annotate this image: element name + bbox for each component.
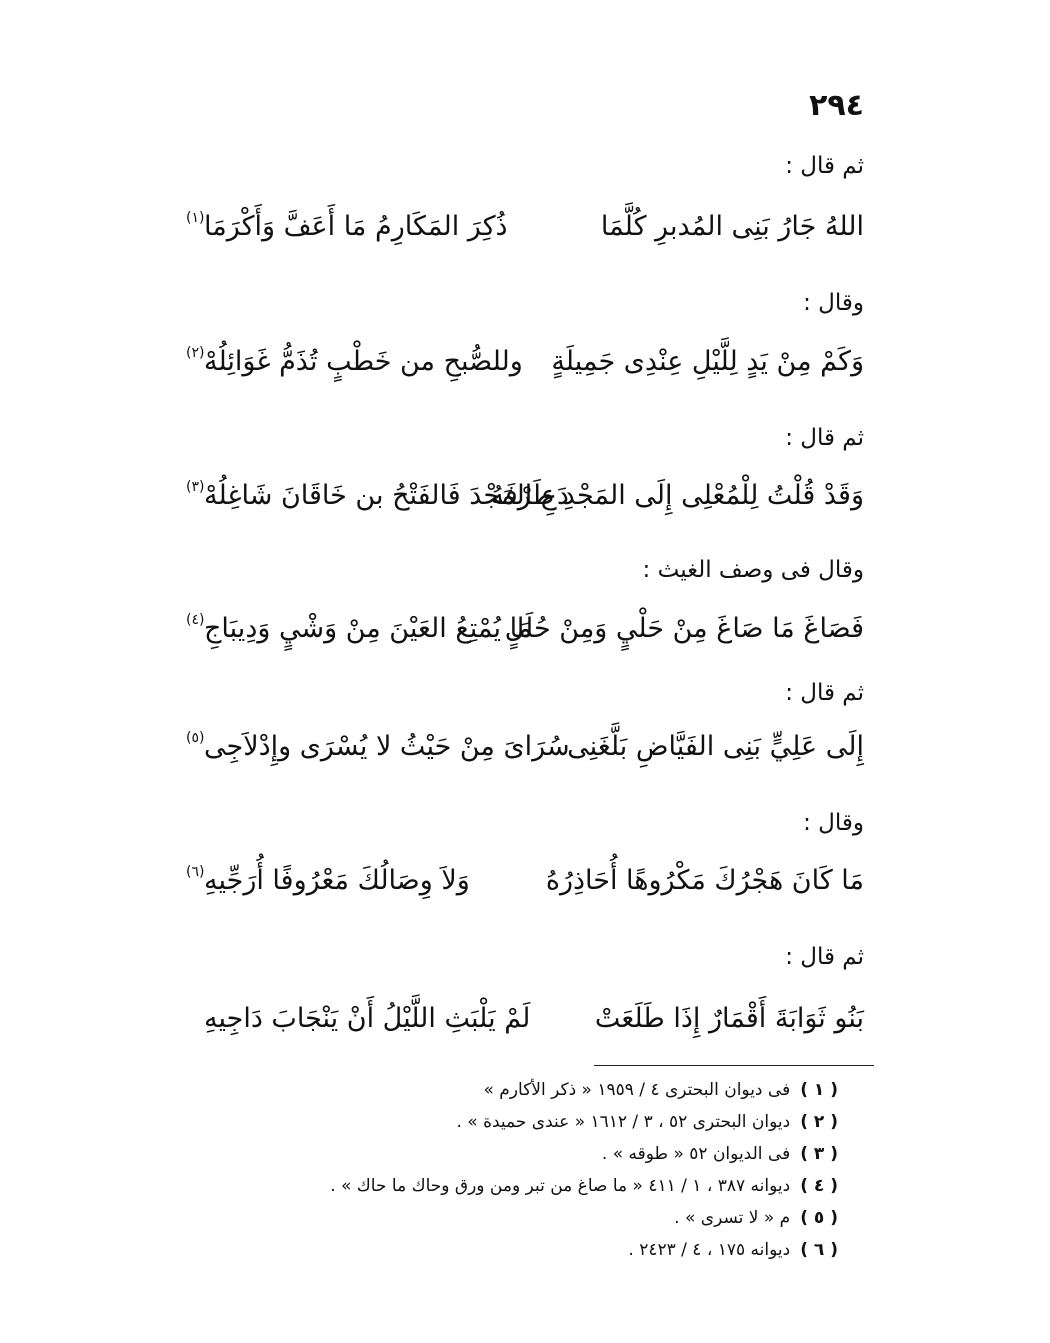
verse-1-footnote-mark: (١)	[186, 210, 205, 226]
footnote-number: ( ٢ )	[800, 1112, 838, 1132]
verse-1-second-hemistich: ذُكِرَ المَكَارِمُ مَا أَعَفَّ وَأَكْرَمَا	[204, 211, 508, 242]
verse-3-first-hemistich: وَقَدْ قُلْتُ لِلْمُعْلِى إِلَى المَجْدِ طَرْفَهُ	[490, 480, 864, 511]
verse-6-second-hemistich: وَلاَ وِصَالُكَ مَعْرُوفًا أُرَجِّيهِ	[204, 865, 470, 896]
verse-5-second-hemistich: سُرَاىَ مِنْ حَيْثُ لا يُسْرَى وإِدْلاَجِى	[204, 731, 570, 762]
verse-2-footnote-mark: (٢)	[186, 345, 205, 361]
footnote-text: ديوانه ٣٨٧ ، ١ / ٤١١ « ما صاغ من تبر ومن ورق وحاك ما حاك » .	[330, 1176, 791, 1196]
verse-7	[186, 994, 864, 1044]
footnote-number: ( ٤ )	[800, 1176, 838, 1196]
verse-5-footnote-mark: (٥)	[186, 730, 205, 746]
footnote-5	[198, 1202, 838, 1234]
verse-1	[186, 202, 864, 252]
verse-6-first-hemistich: مَا كَانَ هَجْرُكَ مَكْرُوهًا أُحَاذِرُهُ	[545, 865, 864, 896]
footnote-1	[198, 1074, 838, 1106]
footnote-number: ( ١ )	[800, 1080, 838, 1100]
footnote-text: فى ديوان البحترى ٤ / ١٩٥٩ « ذكر الأكارم »	[483, 1080, 791, 1100]
verse-4-second-hemistich: مَا يُمْتِعُ العَيْنَ مِنْ وَشْيٍ وَدِيبَاجِ	[204, 613, 533, 644]
verse-1-first-hemistich: اللهُ جَارُ بَنِى المُدبرِ كُلَّمَا	[600, 211, 864, 242]
verse-2-first-hemistich: وَكَمْ مِنْ يَدٍ لِلَّيْلِ عِنْدِى جَمِيلَةٍ	[551, 346, 864, 377]
footnote-number: ( ٥ )	[800, 1208, 838, 1228]
verse-7-first-hemistich: بَنُو ثَوَابَةَ أَقْمَارٌ إِذَا طَلَعَتْ	[594, 1003, 864, 1034]
footnote-separator	[594, 1065, 874, 1066]
verse-5	[186, 722, 864, 772]
verse-3	[186, 471, 864, 521]
footnote-number: ( ٣ )	[800, 1144, 838, 1164]
footnote-text: فى الديوان ٥٢ « طوقه » .	[601, 1144, 791, 1164]
footnote-number: ( ٦ )	[800, 1240, 838, 1260]
footnotes	[198, 1074, 838, 1266]
verse-5-first-hemistich: إِلَى عَلِيٍّ بَنِى الفَيَّاضِ بَلَّغَنِى	[567, 731, 864, 762]
footnote-6	[198, 1234, 838, 1266]
intro-line-4: وقال فى وصف الغيث :	[642, 557, 864, 583]
verse-2-second-hemistich: وللصُّبحِ من خَطْبٍ تُذَمُّ غَوَائِلُهْ	[204, 346, 523, 377]
page-number: ٢٩٤	[809, 88, 864, 123]
footnote-text: ديوان البحترى ٥٢ ، ٣ / ١٦١٢ « عندى حميدة » .	[456, 1112, 791, 1132]
footnote-text: م « لا تسرى » .	[674, 1208, 791, 1228]
footnote-text: ديوانه ١٧٥ ، ٤ / ٢٤٢٣ .	[628, 1240, 791, 1260]
verse-3-footnote-mark: (٣)	[186, 479, 205, 495]
verse-3-second-hemistich: دَعِ المَجْدَ فَالفَتْحُ بن خَاقَانَ شَاغِلُهْ	[204, 480, 569, 511]
verse-7-second-hemistich: لَمْ يَلْبَثِ اللَّيْلُ أَنْ يَنْجَابَ دَاجِيهِ	[204, 1003, 531, 1034]
intro-line-2: وقال :	[803, 290, 864, 316]
footnote-2	[198, 1106, 838, 1138]
intro-line-5: ثم قال :	[785, 680, 864, 706]
intro-line-3: ثم قال :	[785, 425, 864, 451]
verse-6	[186, 856, 864, 906]
footnote-3	[198, 1138, 838, 1170]
intro-line-7: ثم قال :	[785, 944, 864, 970]
verse-4-first-hemistich: فَصَاغَ مَا صَاغَ مِنْ حَلْيٍ وَمِنْ حُلَلٍ	[504, 613, 864, 644]
verse-4-footnote-mark: (٤)	[186, 612, 205, 628]
intro-line-6: وقال :	[803, 810, 864, 836]
footnote-4	[198, 1170, 838, 1202]
verse-2	[186, 337, 864, 387]
verse-4	[186, 604, 864, 654]
intro-line-1: ثم قال :	[785, 153, 864, 179]
verse-6-footnote-mark: (٦)	[186, 864, 205, 880]
